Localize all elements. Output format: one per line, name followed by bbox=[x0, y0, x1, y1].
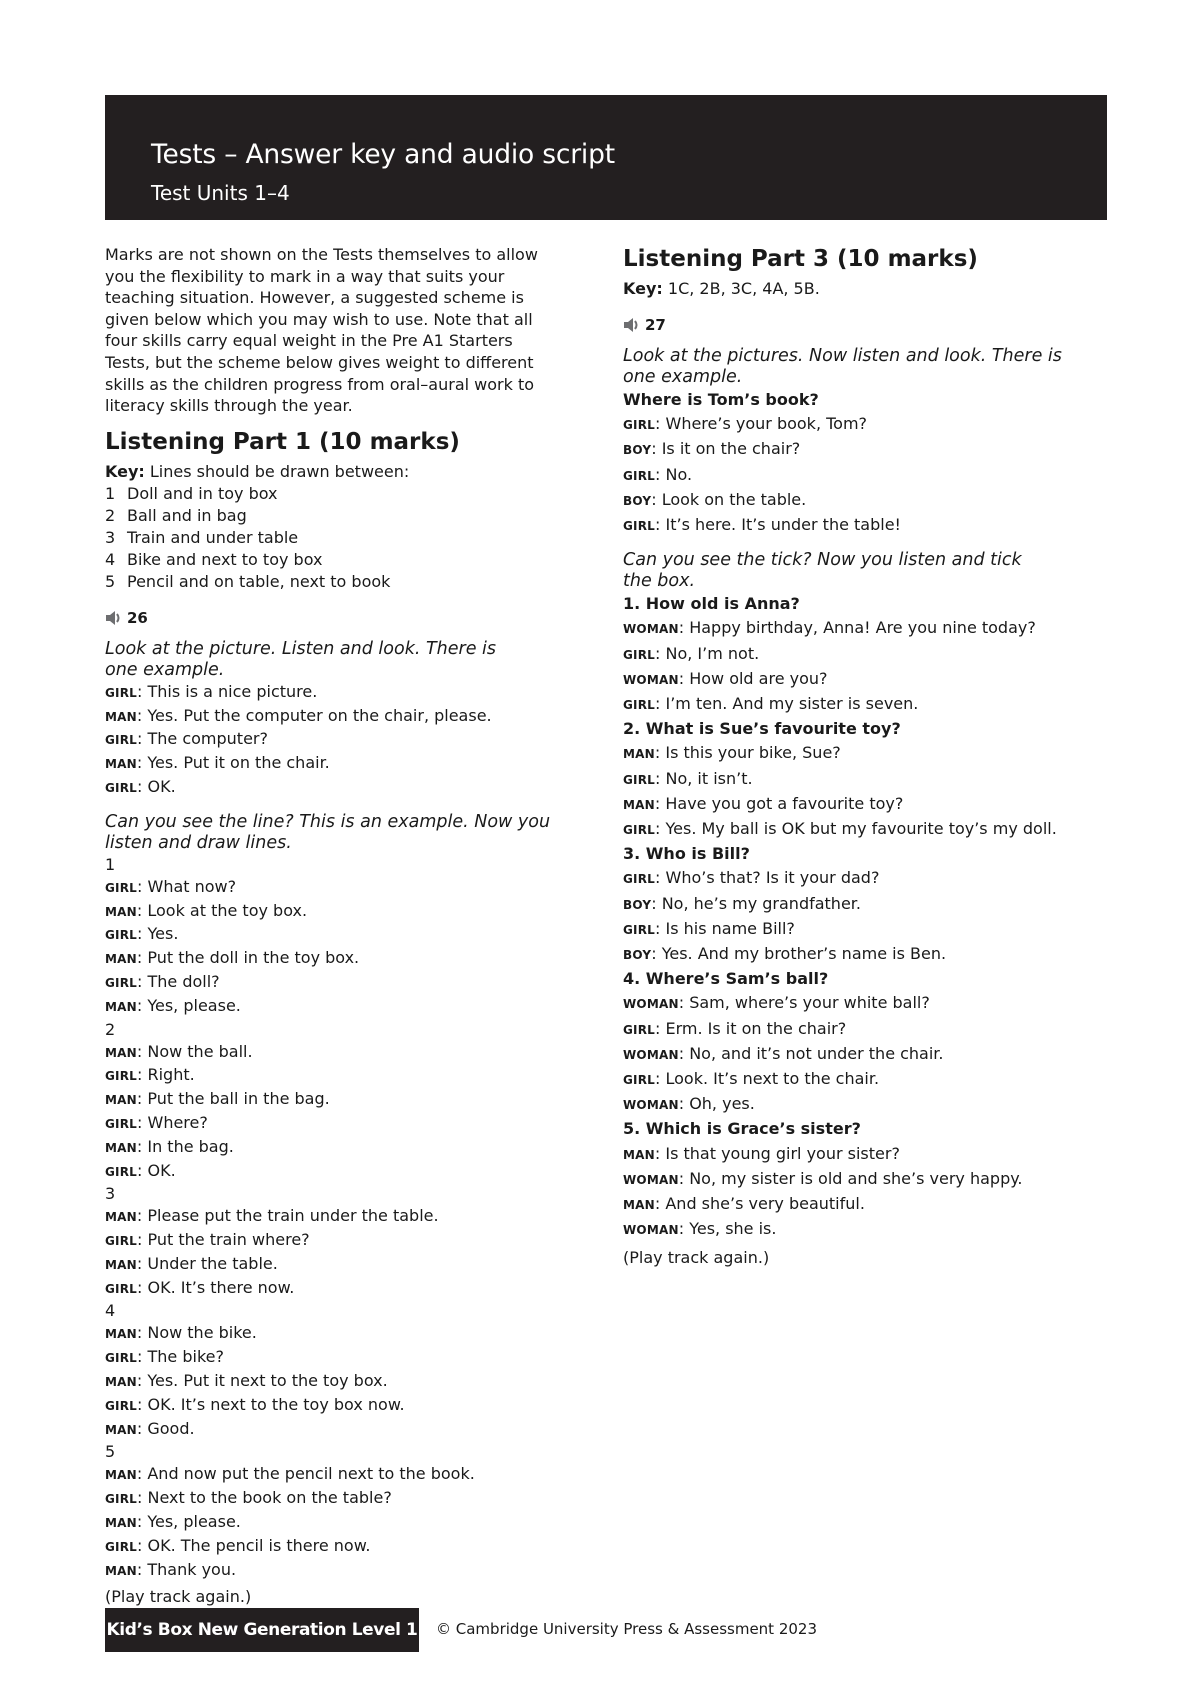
dialogue-text: Yes. Put it on the chair. bbox=[142, 753, 330, 773]
key-text: 1C, 2B, 3C, 4A, 5B. bbox=[662, 279, 820, 298]
instruction-line: one example. bbox=[105, 659, 225, 680]
speaker-label: MAN bbox=[105, 999, 137, 1014]
section-number: 3 bbox=[105, 1184, 116, 1204]
dialogue-line: GIRL: No, I’m not. bbox=[623, 643, 760, 663]
dialogue-text: Happy birthday, Anna! Are you nine today? bbox=[684, 618, 1036, 638]
dialogue-line: MAN: Look at the toy box. bbox=[105, 900, 308, 920]
dialogue-text: OK. It’s there now. bbox=[142, 1277, 295, 1297]
dialogue-line: MAN: Now the bike. bbox=[105, 1323, 257, 1343]
title-banner bbox=[105, 95, 1107, 220]
speaker-label: MAN bbox=[105, 1516, 137, 1531]
list-item bbox=[105, 549, 605, 571]
speaker-label: GIRL bbox=[105, 1539, 138, 1554]
item-text: Doll and in toy box bbox=[127, 483, 278, 503]
speaker-label: GIRL bbox=[105, 780, 138, 795]
dialogue-text: The doll? bbox=[142, 971, 220, 991]
dialogue-line: GIRL: Yes. My ball is OK but my favourite toy’s my doll. bbox=[623, 819, 1057, 839]
list-item bbox=[105, 483, 605, 505]
page-subtitle: Test Units 1–4 bbox=[151, 181, 290, 205]
speaker-label: MAN bbox=[105, 757, 137, 772]
dialogue-line: GIRL: Next to the book on the table? bbox=[105, 1488, 392, 1508]
speaker-label: GIRL bbox=[623, 772, 656, 787]
dialogue-text: The bike? bbox=[142, 1347, 224, 1367]
speaker-label: WOMAN bbox=[623, 1098, 679, 1113]
dialogue-text: Is that young girl your sister? bbox=[660, 1143, 900, 1163]
speaker-label: GIRL bbox=[105, 1234, 138, 1249]
dialogue-line: GIRL: OK. bbox=[105, 1160, 176, 1180]
list-item bbox=[105, 505, 605, 527]
left-column bbox=[105, 244, 605, 1608]
dialogue-text: I’m ten. And my sister is seven. bbox=[660, 694, 919, 714]
speaker-label: MAN bbox=[105, 1422, 137, 1437]
intro-line: you the flexibility to mark in a way that suits your bbox=[105, 266, 505, 286]
dialogue-text: No. bbox=[660, 464, 693, 484]
dialogue-text: No, my sister is old and she’s very happy. bbox=[684, 1168, 1023, 1188]
example-dialogue bbox=[105, 681, 605, 800]
play-again: (Play track again.) bbox=[623, 1247, 770, 1267]
dialogue-line: MAN: Good. bbox=[105, 1418, 195, 1438]
audio-track bbox=[623, 314, 1113, 336]
dialogue-line: GIRL: OK. bbox=[105, 776, 176, 796]
speaker-label: WOMAN bbox=[623, 1223, 679, 1238]
dialogue-line: WOMAN: Happy birthday, Anna! Are you nine today? bbox=[623, 618, 1036, 638]
dialogue-line: MAN: Yes. Put it next to the toy box. bbox=[105, 1371, 388, 1391]
dialogue-line: WOMAN: How old are you? bbox=[623, 668, 828, 688]
dialogue-text: No, and it’s not under the chair. bbox=[684, 1043, 944, 1063]
dialogue-line: GIRL: Is his name Bill? bbox=[623, 918, 795, 938]
intro-line: four skills carry equal weight in the Pre A1 Starters bbox=[105, 331, 513, 351]
dialogue-line: GIRL: Where’s your book, Tom? bbox=[623, 414, 868, 434]
speaker-label: BOY bbox=[623, 443, 652, 458]
dialogue-text: OK. The pencil is there now. bbox=[142, 1535, 371, 1555]
footer-copyright: © Cambridge University Press & Assessment 2023 bbox=[436, 1620, 818, 1638]
dialogue-text: No, he’s my grandfather. bbox=[656, 893, 861, 913]
item-number: 3 bbox=[105, 527, 116, 547]
dialogue-line: WOMAN: Yes, she is. bbox=[623, 1219, 777, 1239]
dialogue-text: Put the ball in the bag. bbox=[142, 1089, 330, 1109]
speaker-label: GIRL bbox=[623, 468, 656, 483]
dialogue-text: This is a nice picture. bbox=[142, 681, 318, 701]
dialogue-line: MAN: Now the ball. bbox=[105, 1041, 253, 1061]
dialogue-sections bbox=[105, 854, 605, 1583]
question-sections bbox=[623, 592, 1113, 1242]
dialogue-text: Where’s your book, Tom? bbox=[660, 414, 868, 434]
speaker-label: GIRL bbox=[105, 880, 138, 895]
example-dialogue bbox=[623, 412, 1113, 538]
speaker-label: GIRL bbox=[105, 1069, 138, 1084]
list-item bbox=[105, 571, 605, 593]
item-number: 1 bbox=[105, 483, 116, 503]
dialogue-text: Now the bike. bbox=[142, 1323, 257, 1343]
dialogue-text: Please put the train under the table. bbox=[142, 1206, 439, 1226]
dialogue-text: Have you got a favourite toy? bbox=[660, 793, 904, 813]
item-text: Train and under table bbox=[127, 527, 299, 547]
dialogue-text: OK. bbox=[142, 1160, 176, 1180]
speaker-label: GIRL bbox=[623, 698, 656, 713]
dialogue-line: MAN: Put the ball in the bag. bbox=[105, 1089, 330, 1109]
intro-line: Tests, but the scheme below gives weight to different bbox=[105, 352, 534, 372]
intro-line: given below which you may wish to use. Note that all bbox=[105, 309, 533, 329]
track-number: 27 bbox=[645, 316, 666, 334]
speaker-label: BOY bbox=[623, 493, 652, 508]
section-number: 1 bbox=[105, 854, 116, 874]
speaker-label: GIRL bbox=[105, 975, 138, 990]
dialogue-text: Look at the toy box. bbox=[142, 900, 308, 920]
dialogue-text: Yes, please. bbox=[142, 1512, 241, 1532]
speaker-label: GIRL bbox=[623, 418, 656, 433]
intro-line: teaching situation. However, a suggested scheme is bbox=[105, 288, 524, 308]
dialogue-line: MAN: Yes, please. bbox=[105, 1512, 241, 1532]
example-question: Where is Tom’s book? bbox=[623, 390, 819, 409]
speaker-label: MAN bbox=[105, 1257, 137, 1272]
dialogue-text: Yes. And my brother’s name is Ben. bbox=[656, 944, 947, 964]
dialogue-line: GIRL: Look. It’s next to the chair. bbox=[623, 1069, 880, 1089]
speaker-label: GIRL bbox=[105, 1116, 138, 1131]
speaker-label: MAN bbox=[105, 1563, 137, 1578]
dialogue-text: Put the train where? bbox=[142, 1230, 310, 1250]
dialogue-text: It’s here. It’s under the table! bbox=[660, 515, 901, 535]
key-label: Key: bbox=[105, 461, 145, 481]
dialogue-line: GIRL: No. bbox=[623, 464, 693, 484]
question: 1. How old is Anna? bbox=[623, 594, 800, 614]
part3-key bbox=[623, 278, 1113, 300]
speaker-label: MAN bbox=[105, 1327, 137, 1342]
speaker-label: MAN bbox=[105, 1468, 137, 1483]
instruction bbox=[623, 550, 1113, 592]
item-text: Bike and next to toy box bbox=[127, 549, 323, 569]
dialogue-text: Yes. Put it next to the toy box. bbox=[142, 1371, 388, 1391]
dialogue-line: MAN: Have you got a favourite toy? bbox=[623, 793, 904, 813]
dialogue-text: Put the doll in the toy box. bbox=[142, 948, 360, 968]
instruction-line: Look at the picture. Listen and look. There is bbox=[105, 638, 497, 659]
dialogue-line: WOMAN: Sam, where’s your white ball? bbox=[623, 993, 930, 1013]
speaker-label: MAN bbox=[105, 709, 137, 724]
dialogue-line: GIRL: Where? bbox=[105, 1112, 208, 1132]
speaker-label: MAN bbox=[105, 1375, 137, 1390]
dialogue-line: WOMAN: Oh, yes. bbox=[623, 1094, 755, 1114]
instruction-line: Can you see the tick? Now you listen and tick bbox=[623, 550, 1022, 571]
dialogue-line: GIRL: The doll? bbox=[105, 971, 220, 991]
dialogue-text: Yes. bbox=[142, 924, 179, 944]
dialogue-line: GIRL: The bike? bbox=[105, 1347, 224, 1367]
speaker-label: GIRL bbox=[623, 1022, 656, 1037]
speaker-label: MAN bbox=[623, 1147, 655, 1162]
key-label: Key: bbox=[623, 279, 663, 298]
dialogue-line: GIRL: The computer? bbox=[105, 729, 268, 749]
speaker-label: MAN bbox=[105, 1210, 137, 1225]
dialogue-line: GIRL: OK. It’s next to the toy box now. bbox=[105, 1394, 405, 1414]
audio-track bbox=[105, 607, 605, 629]
dialogue-text: OK. bbox=[142, 776, 176, 796]
part1-key-list bbox=[105, 483, 605, 593]
dialogue-text: Next to the book on the table? bbox=[142, 1488, 392, 1508]
dialogue-line: GIRL: Put the train where? bbox=[105, 1230, 310, 1250]
instruction bbox=[105, 639, 605, 681]
dialogue-line: MAN: Put the doll in the toy box. bbox=[105, 948, 360, 968]
right-column bbox=[623, 244, 1113, 1269]
dialogue-text: No, it isn’t. bbox=[660, 768, 753, 788]
dialogue-line: MAN: Yes. Put the computer on the chair, please. bbox=[105, 705, 492, 725]
dialogue-text: What now? bbox=[142, 876, 237, 896]
dialogue-line: GIRL: No, it isn’t. bbox=[623, 768, 753, 788]
dialogue-text: Where? bbox=[142, 1112, 208, 1132]
dialogue-text: Who’s that? Is it your dad? bbox=[660, 868, 880, 888]
dialogue-text: Now the ball. bbox=[142, 1041, 253, 1061]
speaker-label: BOY bbox=[623, 948, 652, 963]
speaker-label: MAN bbox=[105, 952, 137, 967]
dialogue-text: Erm. Is it on the chair? bbox=[660, 1018, 847, 1038]
dialogue-line: MAN: And she’s very beautiful. bbox=[623, 1194, 865, 1214]
item-text: Ball and in bag bbox=[127, 505, 247, 525]
track-number: 26 bbox=[127, 608, 148, 627]
dialogue-line: MAN: Yes, please. bbox=[105, 995, 241, 1015]
dialogue-text: Oh, yes. bbox=[684, 1094, 755, 1114]
dialogue-line: GIRL: Erm. Is it on the chair? bbox=[623, 1018, 847, 1038]
speaker-label: MAN bbox=[105, 1140, 137, 1155]
speaker-label: GIRL bbox=[105, 928, 138, 943]
speaker-label: WOMAN bbox=[623, 672, 679, 687]
speaker-label: MAN bbox=[105, 1093, 137, 1108]
dialogue-text: How old are you? bbox=[684, 668, 828, 688]
dialogue-line: WOMAN: No, my sister is old and she’s very happy. bbox=[623, 1168, 1023, 1188]
speaker-label: GIRL bbox=[105, 1164, 138, 1179]
speaker-label: GIRL bbox=[623, 1073, 656, 1088]
dialogue-line: MAN: Is this your bike, Sue? bbox=[623, 743, 841, 763]
speaker-label: MAN bbox=[105, 1045, 137, 1060]
speaker-label: MAN bbox=[105, 904, 137, 919]
dialogue-text: In the bag. bbox=[142, 1136, 234, 1156]
speaker-label: GIRL bbox=[105, 1398, 138, 1413]
dialogue-line: BOY: Look on the table. bbox=[623, 489, 807, 509]
instruction bbox=[105, 812, 605, 854]
dialogue-text: Yes, please. bbox=[142, 995, 241, 1015]
dialogue-text: Look. It’s next to the chair. bbox=[660, 1069, 880, 1089]
question: 3. Who is Bill? bbox=[623, 844, 750, 864]
play-again: (Play track again.) bbox=[105, 1587, 252, 1607]
speaker-label: GIRL bbox=[105, 1492, 138, 1507]
dialogue-text: Good. bbox=[142, 1418, 195, 1438]
part3-heading: Listening Part 3 (10 marks) bbox=[623, 246, 978, 272]
question: 2. What is Sue’s favourite toy? bbox=[623, 719, 901, 739]
speaker-label: WOMAN bbox=[623, 1047, 679, 1062]
dialogue-text: Sam, where’s your white ball? bbox=[684, 993, 930, 1013]
footer-badge: Kid’s Box New Generation Level 1 bbox=[105, 1608, 419, 1652]
instruction bbox=[623, 346, 1113, 388]
part1-heading: Listening Part 1 (10 marks) bbox=[105, 428, 460, 455]
dialogue-line: GIRL: I’m ten. And my sister is seven. bbox=[623, 694, 919, 714]
dialogue-text: Thank you. bbox=[142, 1559, 237, 1579]
item-number: 4 bbox=[105, 549, 116, 569]
speaker-label: BOY bbox=[623, 897, 652, 912]
speaker-label: GIRL bbox=[623, 922, 656, 937]
part1-key bbox=[105, 461, 605, 483]
dialogue-text: Under the table. bbox=[142, 1253, 278, 1273]
dialogue-line: MAN: Please put the train under the table. bbox=[105, 1206, 439, 1226]
speaker-label: MAN bbox=[623, 747, 655, 762]
item-number: 5 bbox=[105, 571, 116, 591]
dialogue-line: GIRL: OK. It’s there now. bbox=[105, 1277, 295, 1297]
page-title: Tests – Answer key and audio script bbox=[151, 139, 615, 170]
dialogue-line: GIRL: This is a nice picture. bbox=[105, 681, 318, 701]
dialogue-line: GIRL: Who’s that? Is it your dad? bbox=[623, 868, 880, 888]
dialogue-line: MAN: In the bag. bbox=[105, 1136, 234, 1156]
dialogue-text: The computer? bbox=[142, 729, 268, 749]
dialogue-text: Yes. My ball is OK but my favourite toy’s my doll. bbox=[660, 819, 1057, 839]
section-number: 5 bbox=[105, 1442, 116, 1462]
dialogue-line: MAN: Under the table. bbox=[105, 1253, 278, 1273]
dialogue-text: OK. It’s next to the toy box now. bbox=[142, 1394, 405, 1414]
intro-line: literacy skills through the year. bbox=[105, 396, 353, 416]
intro-paragraph bbox=[105, 244, 605, 417]
speaker-label: GIRL bbox=[623, 872, 656, 887]
dialogue-line: BOY: No, he’s my grandfather. bbox=[623, 893, 861, 913]
speaker-icon bbox=[623, 318, 641, 332]
dialogue-line: GIRL: Yes. bbox=[105, 924, 179, 944]
speaker-label: GIRL bbox=[105, 1281, 138, 1296]
dialogue-line: GIRL: What now? bbox=[105, 876, 237, 896]
dialogue-text: Is his name Bill? bbox=[660, 918, 795, 938]
speaker-icon bbox=[105, 611, 123, 625]
dialogue-text: No, I’m not. bbox=[660, 643, 760, 663]
speaker-label: MAN bbox=[623, 1198, 655, 1213]
speaker-label: WOMAN bbox=[623, 997, 679, 1012]
dialogue-line: MAN: Thank you. bbox=[105, 1559, 237, 1579]
dialogue-text: And she’s very beautiful. bbox=[660, 1194, 865, 1214]
dialogue-text: And now put the pencil next to the book. bbox=[142, 1464, 475, 1484]
instruction-line: the box. bbox=[623, 571, 696, 592]
dialogue-line: WOMAN: No, and it’s not under the chair. bbox=[623, 1043, 944, 1063]
intro-line: skills as the children progress from oral–aural work to bbox=[105, 374, 535, 394]
instruction-line: one example. bbox=[623, 367, 743, 387]
question: 4. Where’s Sam’s ball? bbox=[623, 969, 829, 989]
speaker-label: WOMAN bbox=[623, 622, 679, 637]
dialogue-line: MAN: Yes. Put it on the chair. bbox=[105, 753, 330, 773]
dialogue-line: GIRL: Right. bbox=[105, 1065, 195, 1085]
instruction-line: listen and draw lines. bbox=[105, 832, 292, 853]
dialogue-line: MAN: And now put the pencil next to the book. bbox=[105, 1464, 475, 1484]
item-text: Pencil and on table, next to book bbox=[127, 571, 391, 591]
section-number: 2 bbox=[105, 1019, 116, 1039]
speaker-label: GIRL bbox=[105, 733, 138, 748]
dialogue-line: BOY: Is it on the chair? bbox=[623, 439, 801, 459]
intro-line: Marks are not shown on the Tests themselves to allow bbox=[105, 245, 538, 264]
key-text: Lines should be drawn between: bbox=[144, 461, 410, 481]
dialogue-text: Look on the table. bbox=[656, 489, 807, 509]
speaker-label: WOMAN bbox=[623, 1172, 679, 1187]
speaker-label: MAN bbox=[623, 797, 655, 812]
question: 5. Which is Grace’s sister? bbox=[623, 1119, 861, 1139]
dialogue-line: GIRL: OK. The pencil is there now. bbox=[105, 1535, 371, 1555]
item-number: 2 bbox=[105, 505, 116, 525]
section-number: 4 bbox=[105, 1301, 116, 1321]
instruction-line: Can you see the line? This is an example. Now you bbox=[105, 811, 551, 832]
dialogue-text: Is it on the chair? bbox=[656, 439, 801, 459]
instruction-line: Look at the pictures. Now listen and look. There is bbox=[623, 346, 1062, 366]
dialogue-line: GIRL: It’s here. It’s under the table! bbox=[623, 515, 901, 535]
dialogue-text: Right. bbox=[142, 1065, 195, 1085]
speaker-label: GIRL bbox=[105, 1351, 138, 1366]
speaker-label: GIRL bbox=[623, 823, 656, 838]
dialogue-text: Is this your bike, Sue? bbox=[660, 743, 841, 763]
speaker-label: GIRL bbox=[105, 685, 138, 700]
list-item bbox=[105, 527, 605, 549]
speaker-label: GIRL bbox=[623, 647, 656, 662]
dialogue-text: Yes, she is. bbox=[684, 1219, 777, 1239]
dialogue-text: Yes. Put the computer on the chair, please. bbox=[142, 705, 492, 725]
dialogue-line: MAN: Is that young girl your sister? bbox=[623, 1143, 900, 1163]
dialogue-line: BOY: Yes. And my brother’s name is Ben. bbox=[623, 944, 947, 964]
speaker-label: GIRL bbox=[623, 519, 656, 534]
